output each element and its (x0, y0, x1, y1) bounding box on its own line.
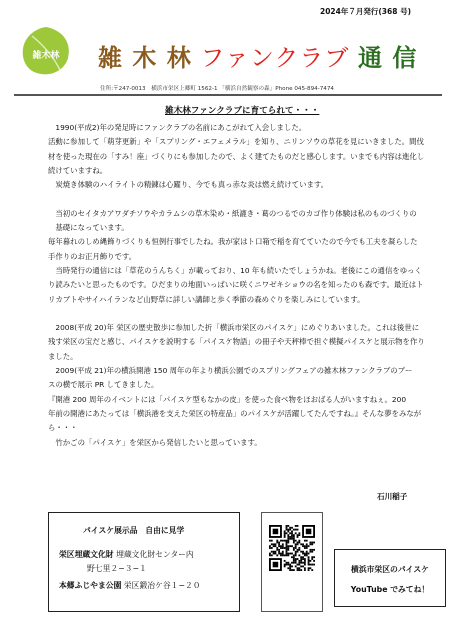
article-line: 毎年暮れのしめ縄飾りづくりも恒例行事でしたね。我が家はト口箱で稲を育てていたので今でも工夫を凝らした (48, 237, 418, 247)
article-line: 活動に参加して「萌芽更新」や「スプリング・エフェメラル」を知り、ニリンソウの草花を見にいきました。間伐 (48, 137, 424, 147)
address-line: 住所:〒247-0013 横浜市栄区上郷町 1562-1 「横浜自然観察の森」Phone 045-894-7474 (100, 86, 334, 92)
header-divider (14, 94, 442, 96)
issue-number: 2024年７月発行(368 号) (320, 7, 411, 16)
article-line: ました。 (48, 351, 78, 361)
article-line: 手作りのお正月飾りです。 (48, 251, 137, 261)
article-line: リカブトやサイハイランなど山野草に詳しい講師と歩く季節の森めぐりを楽しみにしています。 (48, 294, 365, 304)
article-line (48, 192, 438, 206)
article-line: 2009(平成 21)年の横浜開港 150 周年の年より横浜公園でのスプリングフェアの雑木林ファンクラブのブー (48, 366, 413, 376)
article-line: スの横で展示 PR してきました。 (48, 380, 159, 390)
logo-text: 雑木林 (32, 51, 60, 61)
article-line: 竹かごの「パイスケ」を栄区から発信したいと思っています。 (48, 437, 262, 447)
article-line: 続けていますね。 (48, 165, 108, 175)
title-fanclub: ファンクラブ (200, 44, 350, 72)
article-line: ら・・・ (48, 423, 78, 433)
exhibit-place-1: 栄区埋蔵文化財 (59, 550, 114, 559)
article-line: 材を使った現在の「すみ！座」づくりにも参加したので、よく建てたものだと感心します。いまでも内容は進化し (48, 151, 425, 161)
author-signature: 石川稲子 (377, 492, 408, 501)
article-line: り読みたいと思ったものです。ひだまりの地面いっぱいに咲くニワゼキショウの名を知ったのも森です。最近はト (48, 280, 424, 290)
article-line (48, 307, 438, 321)
article-line: 1990(平成2)年の発足時にファンクラブの名前にあこがれて入会しました。 (48, 123, 307, 132)
article-line: 当初のセイタカアワダチソウやカラムシの草木染め・紙漉き・葛のつるでのカゴ作り体験は私のものづくりの (48, 208, 417, 218)
article-line: 当時発行の通信には「草花のうんちく」が載っており、10 年も続いたでしょうかね。老後にこの通信をゆっく (48, 265, 422, 275)
youtube-line-1: 横浜市栄区のパイスケ (351, 565, 429, 574)
article-line: 2008(平成 20)年 栄区の歴史散歩に参加した折「横浜市栄区のパイスケ」にめぐりあいました。これは後世に (48, 323, 420, 333)
article-line: 『開港 200 周年のイベントには「パイスケ型もなかの皮」を使った食べ物をほおばる人がいますねぇ。200 (48, 394, 407, 404)
article-line: 残す栄区の宝だと感じ、パイスケを説明する「パイスケ物語」の冊子や天秤棒で担ぐ模擬パイスケと展示物を作り (48, 337, 425, 347)
article-line: 年前の開港にあたっては「横浜港を支えた栄区の特産品」のパイスケが活躍してたんですね。』そんな夢をみなが (48, 408, 422, 418)
exhibit-info-box (48, 512, 240, 612)
exhibit-address-1: 野七里２−３−１ (87, 564, 147, 573)
exhibit-title: パイスケ展示品 自由に見学 (83, 526, 185, 535)
youtube-info-box (334, 549, 446, 607)
newsletter-title (98, 38, 417, 73)
article-heading: 雑木林ファンクラブに育てられて・・・ (165, 106, 320, 116)
exhibit-place-2: 本郷ふじやま公園 (59, 581, 122, 590)
qr-code-frame (261, 512, 323, 612)
article-body (48, 121, 438, 450)
qr-code-icon[interactable] (269, 525, 315, 571)
title-tsushin: 通 信 (358, 43, 418, 72)
exhibit-detail-1: 埋蔵文化財センター内 (116, 550, 194, 559)
article-line: 基礎になっています。 (48, 223, 129, 233)
youtube-line-2: YouTube でみてね！ (350, 585, 430, 594)
article-line: 炭焼き体験のハイライトの精錬は心躍り、今でも真っ赤な炎は燃え続けています。 (48, 180, 329, 190)
exhibit-detail-2: 栄区鍛冶ケ谷１−２０ (123, 581, 201, 590)
title-zoukibayashi: 雑 木 林 (98, 43, 192, 72)
club-logo (18, 24, 74, 80)
